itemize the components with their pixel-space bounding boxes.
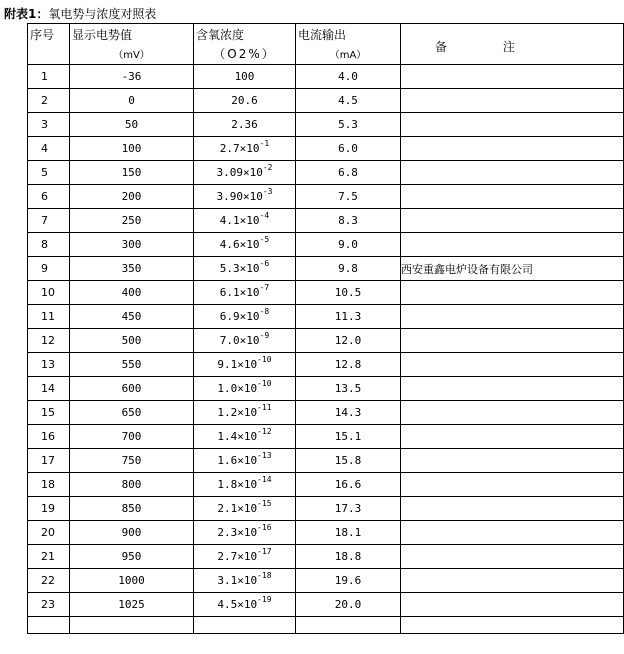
row-current: 6.0 [296,137,401,161]
concentration-exponent: -11 [257,403,272,412]
table-row [28,137,624,161]
row-voltage: 150 [70,161,194,185]
header-row [28,24,624,65]
header-current-cell [296,24,401,65]
table-row [28,89,624,113]
row-remark [401,425,624,449]
table-row [28,449,624,473]
row-voltage: 0 [70,89,194,113]
row-remark [401,65,624,89]
concentration-exponent: -5 [259,235,270,244]
row-index: 8 [28,233,70,257]
row-remark [401,521,624,545]
concentration-mantissa: 3.09×10 [216,166,263,179]
caption-label: 附表1： [4,7,49,21]
row-index: 10 [28,281,70,305]
row-index: 9 [28,257,70,281]
row-current: 12.8 [296,353,401,377]
table-row [28,329,624,353]
row-current: 19.6 [296,569,401,593]
concentration-mantissa: 2.1×10 [217,502,258,515]
header-oxygen-cell [194,24,296,65]
header-index: 序号 [30,28,55,42]
row-voltage: 800 [70,473,194,497]
row-index: 12 [28,329,70,353]
concentration-exponent: -13 [257,451,272,460]
table-caption [4,5,156,22]
row-remark [401,497,624,521]
concentration-mantissa: 3.90×10 [216,190,263,203]
oxygen-table [27,23,624,634]
row-voltage: 750 [70,449,194,473]
row-index: 18 [28,473,70,497]
row-voltage: 700 [70,425,194,449]
row-current: 18.8 [296,545,401,569]
row-concentration [194,593,296,617]
row-index: 3 [28,113,70,137]
concentration-exponent: -15 [257,499,272,508]
concentration-mantissa: 2.7×10 [219,142,260,155]
row-concentration [194,569,296,593]
header-remarks-cell [401,24,624,65]
row-index: 11 [28,305,70,329]
table-row [28,569,624,593]
row-current: 6.8 [296,161,401,185]
row-concentration [194,401,296,425]
header-current: 电流输出 [298,28,347,42]
row-current: 14.3 [296,401,401,425]
row-index: 5 [28,161,70,185]
row-concentration [194,257,296,281]
row-remark [401,113,624,137]
row-index: 1 [28,65,70,89]
concentration-exponent: -7 [259,283,270,292]
table-row [28,161,624,185]
row-index: 13 [28,353,70,377]
row-remark [401,161,624,185]
row-remark [401,401,624,425]
row-concentration [194,161,296,185]
header-current-unit: （mA） [329,50,367,61]
row-remark [401,473,624,497]
row-voltage: 900 [70,521,194,545]
row-voltage: 450 [70,305,194,329]
concentration-mantissa: 2.7×10 [217,550,258,563]
concentration-exponent: -18 [257,571,272,580]
row-concentration: 100 [194,65,296,89]
row-current: 11.3 [296,305,401,329]
row-remark [401,329,624,353]
concentration-mantissa: 1.4×10 [217,430,258,443]
concentration-exponent: -6 [259,259,270,268]
row-remark: 西安重鑫电炉设备有限公司 [401,257,624,281]
table-row [28,185,624,209]
row-concentration [194,185,296,209]
row-concentration [194,425,296,449]
concentration-exponent: -4 [259,211,270,220]
table-row [28,281,624,305]
row-remark [401,569,624,593]
row-voltage: 400 [70,281,194,305]
row-current: 10.5 [296,281,401,305]
concentration-mantissa: 7.0×10 [219,334,260,347]
header-index-cell [28,24,70,65]
table-row [28,425,624,449]
row-index: 14 [28,377,70,401]
row-index: 16 [28,425,70,449]
row-voltage: 200 [70,185,194,209]
row-index: 19 [28,497,70,521]
row-concentration [194,329,296,353]
row-voltage: 1025 [70,593,194,617]
empty-cell [194,617,296,634]
row-concentration [194,305,296,329]
concentration-exponent: -10 [257,355,272,364]
row-current: 5.3 [296,113,401,137]
row-concentration [194,281,296,305]
row-current: 12.0 [296,329,401,353]
table-row [28,473,624,497]
row-concentration [194,545,296,569]
concentration-mantissa: 1.6×10 [217,454,258,467]
row-index: 23 [28,593,70,617]
row-voltage: 550 [70,353,194,377]
empty-cell [28,617,70,634]
row-remark [401,545,624,569]
row-voltage: 650 [70,401,194,425]
concentration-mantissa: 1.8×10 [217,478,258,491]
concentration-exponent: -12 [257,427,272,436]
row-concentration [194,449,296,473]
row-index: 17 [28,449,70,473]
table-body [28,24,624,634]
concentration-exponent: -16 [257,523,272,532]
header-voltage-cell [70,24,194,65]
row-index: 22 [28,569,70,593]
row-current: 17.3 [296,497,401,521]
concentration-exponent: -10 [257,379,272,388]
concentration-exponent: -19 [257,595,272,604]
concentration-mantissa: 9.1×10 [217,358,258,371]
table-row [28,65,624,89]
row-index: 2 [28,89,70,113]
row-index: 4 [28,137,70,161]
row-voltage: 50 [70,113,194,137]
header-oxygen: 含氧浓度 [196,28,245,42]
table-row [28,209,624,233]
concentration-mantissa: 1.0×10 [217,382,258,395]
concentration-exponent: -2 [262,163,273,172]
concentration-exponent: -8 [259,307,270,316]
concentration-mantissa: 5.3×10 [219,262,260,275]
table-row [28,113,624,137]
caption-title: 氧电势与浓度对照表 [48,7,157,21]
concentration-mantissa: 1.2×10 [217,406,258,419]
row-voltage: 100 [70,137,194,161]
table-row [28,521,624,545]
table-row [28,257,624,281]
row-remark [401,281,624,305]
row-current: 15.1 [296,425,401,449]
row-voltage: 350 [70,257,194,281]
row-index: 21 [28,545,70,569]
row-current: 9.8 [296,257,401,281]
row-concentration [194,473,296,497]
row-voltage: 300 [70,233,194,257]
concentration-mantissa: 4.5×10 [217,598,258,611]
table-row [28,401,624,425]
row-concentration [194,233,296,257]
row-remark [401,233,624,257]
table-row [28,497,624,521]
concentration-mantissa: 6.9×10 [219,310,260,323]
row-current: 18.1 [296,521,401,545]
header-remarks: 备 注 [435,40,515,54]
concentration-exponent: -1 [259,139,270,148]
row-voltage: 250 [70,209,194,233]
row-concentration [194,209,296,233]
row-voltage: 600 [70,377,194,401]
row-remark [401,305,624,329]
row-concentration [194,353,296,377]
table-row [28,593,624,617]
row-current: 8.3 [296,209,401,233]
row-current: 13.5 [296,377,401,401]
row-concentration [194,137,296,161]
row-remark [401,89,624,113]
row-remark [401,185,624,209]
header-voltage: 显示电势值 [72,28,133,42]
table-row [28,377,624,401]
row-voltage: 1000 [70,569,194,593]
table-row [28,233,624,257]
row-remark [401,593,624,617]
row-remark [401,449,624,473]
row-current: 4.0 [296,65,401,89]
row-current: 9.0 [296,233,401,257]
concentration-mantissa: 2.3×10 [217,526,258,539]
row-current: 4.5 [296,89,401,113]
row-remark [401,137,624,161]
row-index: 7 [28,209,70,233]
empty-cell [401,617,624,634]
concentration-exponent: -17 [257,547,272,556]
row-remark [401,353,624,377]
row-current: 15.8 [296,449,401,473]
row-concentration [194,377,296,401]
empty-cell [296,617,401,634]
row-concentration: 20.6 [194,89,296,113]
row-index: 6 [28,185,70,209]
row-voltage: -36 [70,65,194,89]
row-voltage: 850 [70,497,194,521]
concentration-exponent: -3 [262,187,273,196]
row-remark [401,377,624,401]
table-row [28,545,624,569]
concentration-mantissa: 3.1×10 [217,574,258,587]
concentration-mantissa: 4.6×10 [219,238,260,251]
concentration-mantissa: 6.1×10 [219,286,260,299]
header-oxygen-unit: （O2%） [213,47,276,61]
row-index: 15 [28,401,70,425]
row-current: 16.6 [296,473,401,497]
table-row [28,353,624,377]
concentration-mantissa: 4.1×10 [219,214,260,227]
row-concentration [194,497,296,521]
row-voltage: 500 [70,329,194,353]
row-current: 7.5 [296,185,401,209]
table-row [28,305,624,329]
row-voltage: 950 [70,545,194,569]
concentration-exponent: -14 [257,475,272,484]
empty-row [28,617,624,634]
concentration-exponent: -9 [259,331,270,340]
header-voltage-unit: （mV） [113,50,150,61]
row-current: 20.0 [296,593,401,617]
row-concentration [194,521,296,545]
empty-cell [70,617,194,634]
row-index: 20 [28,521,70,545]
row-concentration: 2.36 [194,113,296,137]
row-remark [401,209,624,233]
